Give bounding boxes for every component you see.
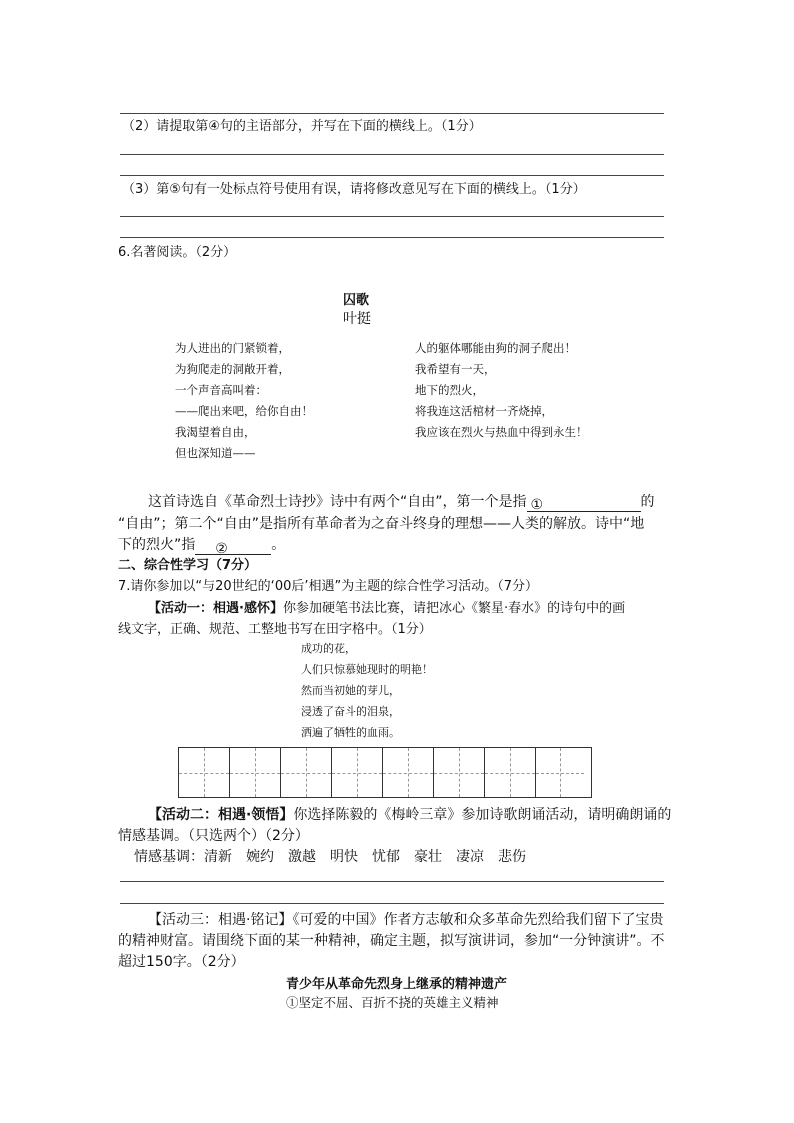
- grid-cell[interactable]: [434, 748, 485, 797]
- grid-cell[interactable]: [383, 748, 434, 797]
- q5-sub3: （3）第⑤句有一处标点符号使用有误，请将修改意见写在下面的横线上。（1分）: [122, 182, 586, 197]
- tone-option[interactable]: 豪壮: [414, 849, 442, 865]
- q7-prompt: 7.请你参加以“与20世纪的‘00后’相遇”为主题的综合性学习活动。（7分）: [118, 579, 538, 594]
- q6-paragraph-line3: [118, 535, 285, 555]
- activity3-text: 《可爱的中国》作者方志敏和众多革命先烈给我们留下了宝贵: [292, 912, 664, 928]
- answer-line[interactable]: [120, 154, 664, 155]
- tone-option[interactable]: 明快: [330, 849, 358, 865]
- grid-cell[interactable]: [230, 748, 281, 797]
- legacy-title: 青少年从革命先烈身上继承的精神遗产: [286, 977, 508, 992]
- activity1-poem: [301, 640, 433, 745]
- activity3-label: 【活动三：相遇·铭记】: [148, 912, 293, 928]
- answer-line[interactable]: [120, 175, 664, 176]
- poem-author: 叶挺: [343, 311, 371, 327]
- tone-option[interactable]: 婉约: [246, 849, 274, 865]
- poem-line: 将我连这活棺材一齐烧掉，: [415, 404, 553, 418]
- poem-line: 但也深知道——: [175, 446, 256, 460]
- activity1-line2: 线文字，正确、规范、工整地书写在田字格中。（1分）: [118, 622, 432, 637]
- para-text: 的: [640, 494, 655, 510]
- grid-cell[interactable]: [536, 748, 584, 797]
- tone-label: 情感基调：: [134, 849, 204, 865]
- activity2-text: 你选择陈毅的《梅岭三章》参加诗歌朗诵活动，请明确朗诵的: [293, 807, 672, 823]
- answer-line[interactable]: [120, 237, 664, 238]
- section2-heading: 二、综合性学习（7分）: [118, 558, 258, 573]
- activity3-line3: 超过150字。（2分）: [118, 954, 245, 970]
- blank-number: ②: [215, 541, 228, 557]
- tone-option[interactable]: 忧郁: [372, 849, 400, 865]
- poem-left-column: [175, 339, 313, 465]
- poem-line: 为人进出的门紧锁着，: [175, 341, 290, 355]
- blank-number: ①: [530, 497, 544, 513]
- activity1-label: 【活动一：相遇·感怀】: [148, 601, 283, 616]
- answer-line[interactable]: [120, 881, 664, 882]
- q6-paragraph-line1: [148, 492, 655, 512]
- poem-line: 洒遍了牺牲的血雨。: [301, 726, 400, 739]
- activity2-line2: 情感基调。（只选两个）（2分）: [118, 828, 309, 844]
- tianzige-grid[interactable]: [178, 747, 592, 798]
- para-text: 这首诗选自《革命烈士诗抄》诗中有两个“自由”，第一个是指: [148, 494, 527, 510]
- fill-blank-1[interactable]: [527, 495, 641, 512]
- poem-line: 成功的花，: [301, 642, 356, 655]
- poem-line: 我希望有一天，: [415, 362, 496, 376]
- poem-line: 然而当初她的芽儿，: [301, 684, 400, 697]
- tone-option[interactable]: 悲伤: [498, 849, 526, 865]
- poem-line: 我渴望着自由，: [175, 425, 256, 439]
- grid-cell[interactable]: [281, 748, 332, 797]
- grid-cell[interactable]: [485, 748, 536, 797]
- poem-title: 囚歌: [343, 293, 370, 308]
- activity1-text: 你参加硬笔书法比赛，请把冰心《繁星·春水》的诗句中的画: [282, 601, 626, 616]
- q6-heading: 6.名著阅读。（2分）: [118, 245, 237, 260]
- activity3-line1: [148, 910, 663, 930]
- poem-right-column: [415, 339, 588, 444]
- tone-option[interactable]: 凄凉: [456, 849, 484, 865]
- poem-line: 人们只惊慕她现时的明艳！: [301, 663, 433, 676]
- tone-options: [134, 847, 526, 867]
- poem-line: 为狗爬走的洞敞开着，: [175, 362, 290, 376]
- poem-line: 一个声音高叫着：: [175, 383, 267, 397]
- grid-cell[interactable]: [332, 748, 383, 797]
- answer-line[interactable]: [120, 903, 664, 904]
- answer-line[interactable]: [120, 216, 664, 217]
- poem-line: 浸透了奋斗的泪泉，: [301, 705, 400, 718]
- q6-paragraph-line2: “自由”；第二个“自由”是指所有革命者为之奋斗终身的理想——人类的解放。诗中“地: [118, 516, 645, 532]
- answer-line[interactable]: [120, 113, 664, 114]
- tone-option[interactable]: 激越: [288, 849, 316, 865]
- activity2-label: 【活动二：相遇·领悟】: [148, 807, 294, 823]
- poem-line: 人的躯体哪能由狗的洞子爬出！: [415, 341, 576, 355]
- legacy-item-1: ①坚定不屈、百折不挠的英雄主义精神: [286, 995, 499, 1010]
- poem-line: 地下的烈火，: [415, 383, 484, 397]
- poem-line: ——爬出来吧，给你自由！: [175, 404, 313, 418]
- fill-blank-2[interactable]: [195, 539, 271, 555]
- activity2-line1: [148, 805, 671, 825]
- activity1-line1: [148, 600, 625, 618]
- poem-line: 我应该在烈火与热血中得到永生！: [415, 425, 588, 439]
- activity3-line2: 的精神财富。请围绕下面的某一种精神，确定主题，拟写演讲词，参加“一分钟演讲”。不: [118, 933, 665, 949]
- para-text: 下的烈火”指: [118, 537, 196, 553]
- grid-cell[interactable]: [179, 748, 230, 797]
- tone-option[interactable]: 清新: [204, 849, 232, 865]
- q5-sub2: （2）请提取第④句的主语部分，并写在下面的横线上。（1分）: [122, 119, 482, 134]
- para-text: 。: [271, 537, 286, 553]
